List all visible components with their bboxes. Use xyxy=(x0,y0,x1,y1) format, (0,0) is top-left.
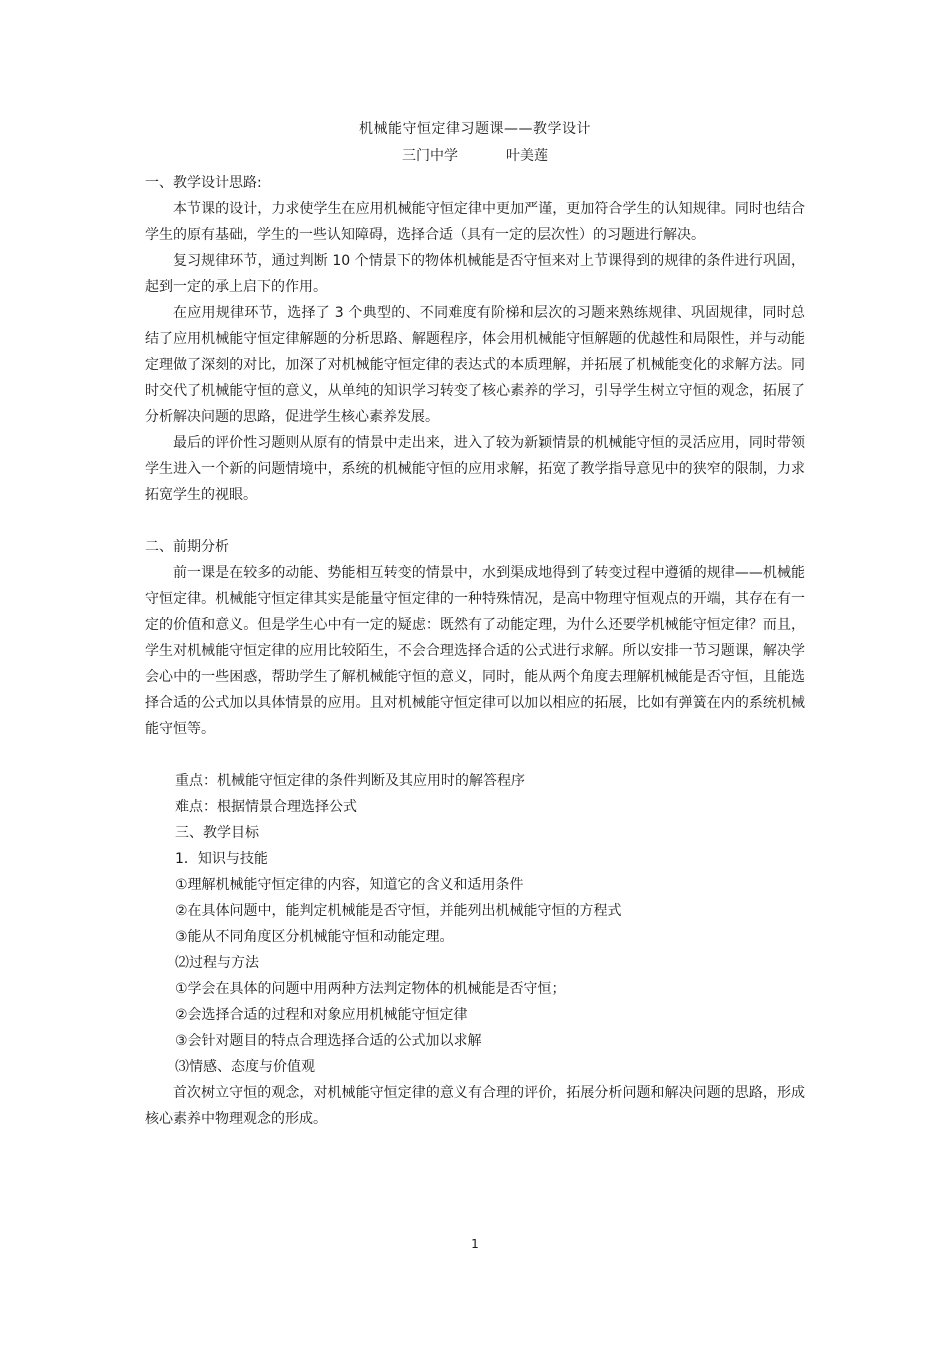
author-line xyxy=(0,145,950,165)
objective-item: ②会选择合适的过程和对象应用机械能守恒定律 xyxy=(175,1007,468,1023)
objective-item: ②在具体问题中，能判定机械能是否守恒，并能列出机械能守恒的方程式 xyxy=(175,903,622,919)
difficulty: 难点：根据情景合理选择公式 xyxy=(175,799,357,815)
paragraph: 在应用规律环节，选择了 3 个典型的、不同难度有阶梯和层次的习题来熟练规律、巩固规律，同时总结了应用机械能守恒定律解题的分析思路、解题程序，体会用机械能守恒解题的优越性和局限性，并与动能定理做了深刻的对比，加深了对机械能守恒定律的表达式的本质理解，并拓展了机械能变化的求解方法。同时交代了机械能守恒的意义，从单纯的知识学习转变了核心素养的学习，引导学生树立守恒的观念，拓展了分析解决问题的思路，促进学生核心素养发展。 xyxy=(145,305,805,425)
objective-item: ①理解机械能守恒定律的内容，知道它的含义和适用条件 xyxy=(175,877,524,893)
objective-item: ⑶情感、态度与价值观 xyxy=(175,1059,315,1075)
objective-item: 1．知识与技能 xyxy=(175,851,268,867)
section-heading-design-idea: 一、教学设计思路: xyxy=(145,175,262,191)
paragraph: 本节课的设计，力求使学生在应用机械能守恒定律中更加严谨，更加符合学生的认知规律。同时也结合学生的原有基础，学生的一些认知障碍，选择合适（具有一定的层次性）的习题进行解决。 xyxy=(145,201,805,243)
objective-item: ⑵过程与方法 xyxy=(175,955,259,971)
section-heading-analysis: 二、前期分析 xyxy=(145,539,229,555)
page-number: 1 xyxy=(471,1237,479,1251)
key-point: 重点：机械能守恒定律的条件判断及其应用时的解答程序 xyxy=(175,773,525,789)
paragraph: 首次树立守恒的观念，对机械能守恒定律的意义有合理的评价，拓展分析问题和解决问题的思路，形成核心素养中物理观念的形成。 xyxy=(145,1085,805,1127)
school-name: 三门中学 xyxy=(402,148,458,164)
paragraph: 前一课是在较多的动能、势能相互转变的情景中，水到渠成地得到了转变过程中遵循的规律——机械能守恒定律。机械能守恒定律其实是能量守恒定律的一种特殊情况，是高中物理守恒观点的开端，其存在有一定的价值和意义。但是学生心中有一定的疑虑：既然有了动能定理，为什么还要学机械能守恒定律？而且，学生对机械能守恒定律的应用比较陌生，不会合理选择合适的公式进行求解。所以安排一节习题课，解决学会心中的一些困惑，帮助学生了解机械能守恒的意义，同时，能从两个角度去理解机械能是否守恒，且能选择合适的公式加以具体情景的应用。且对机械能守恒定律可以加以相应的拓展，比如有弹簧在内的系统机械能守恒等。 xyxy=(145,565,805,737)
document-body xyxy=(145,170,805,1132)
objective-item: ①学会在具体的问题中用两种方法判定物体的机械能是否守恒； xyxy=(175,981,566,997)
objective-item: ③会针对题目的特点合理选择合适的公式加以求解 xyxy=(175,1033,482,1049)
objective-item: ③能从不同角度区分机械能守恒和动能定理。 xyxy=(175,929,454,945)
paragraph: 最后的评价性习题则从原有的情景中走出来，进入了较为新颖情景的机械能守恒的灵活应用，同时带领学生进入一个新的问题情境中，系统的机械能守恒的应用求解，拓宽了教学指导意见中的狭窄的限制，力求拓宽学生的视眼。 xyxy=(145,435,805,503)
paragraph: 复习规律环节，通过判断 10 个情景下的物体机械能是否守恒来对上节课得到的规律的条件进行巩固，起到一定的承上启下的作用。 xyxy=(145,253,805,295)
author-name: 叶美莲 xyxy=(506,148,548,164)
document-title: 机械能守恒定律习题课——教学设计 xyxy=(359,121,591,137)
section-heading-objectives: 三、教学目标 xyxy=(175,825,259,841)
